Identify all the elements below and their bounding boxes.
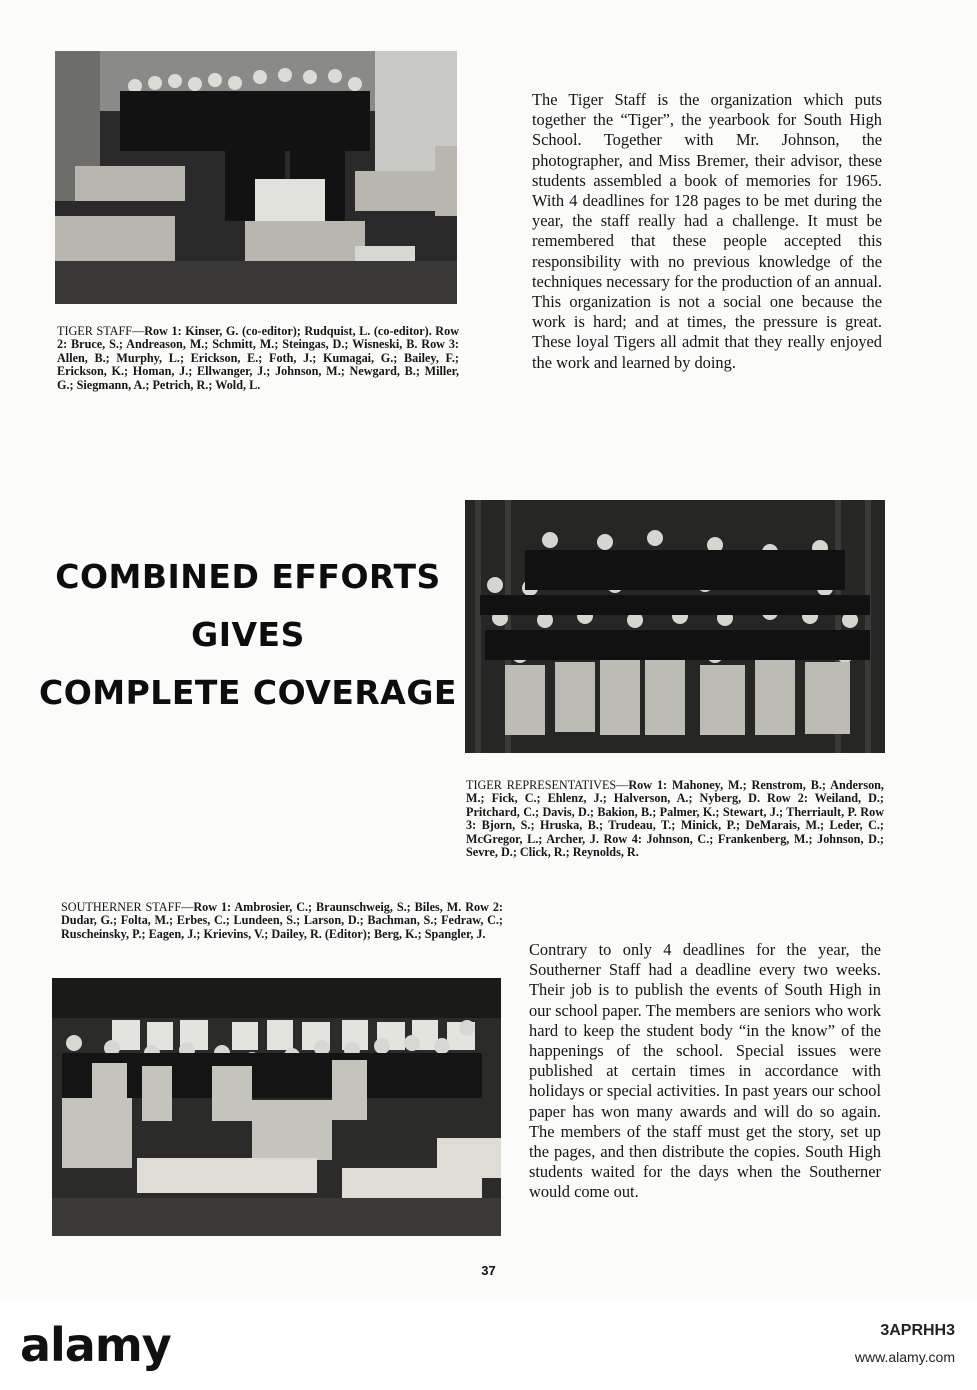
tiger-staff-photo xyxy=(55,51,457,304)
alamy-logo[interactable]: alamy xyxy=(20,1318,171,1372)
page-number: 37 xyxy=(481,1263,496,1278)
headline-line-3: COMPLETE COVERAGE xyxy=(39,673,457,712)
tiger-staff-caption-lead: TIGER STAFF— xyxy=(57,324,145,338)
tiger-representatives-caption xyxy=(466,779,884,859)
southerner-staff-body-text: Contrary to only 4 deadlines for the year, the Southerner Staff had a deadline every two weeks. Their job is to publish the events of South High in our school paper. The members are seniors who work hard to keep the student body “in the know” of the happenings of the school. Special issues were published at certain times in accordance with holidays or special activities. In past years our school paper has won many awards and will do so again. The members of the staff must get the story, set up the pages, and then distribute the copies. South High students waited for the days when the Southerner would come out. xyxy=(529,940,881,1202)
headline-line-1: COMBINED EFFORTS xyxy=(55,557,441,596)
site-link[interactable]: www.alamy.com xyxy=(854,1349,955,1365)
tiger-representatives-photo-image xyxy=(465,500,885,753)
headline-line-2: GIVES xyxy=(191,615,305,654)
southerner-staff-caption-text: Row 1: Ambrosier, C.; Braunschweig, S.; Biles, M. Row 2: Dudar, G.; Folta, M.; Erbes, C.; Lundeen, S.; Larson, D.; Bachman, S.; Fedraw, C.; Ruscheinsky, P.; Eagen, J.; Krievins, V.; Dailey, R. (Editor); Berg, K.; Spangler, J. xyxy=(61,900,503,941)
tiger-representatives-caption-text: Row 1: Mahoney, M.; Renstrom, B.; Anderson, M.; Fick, C.; Ehlenz, J.; Halverson, A.; Nyberg, D. Row 2: Weiland, D.; Pritchard, C.; Davis, D.; Bakion, B.; Palmer, K.; Stewart, J.; Therriault, P. Row 3: Bjorn, S.; Hruska, B.; Trudeau, T.; Minick, P.; DeMarais, M.; Leder, C.; McGregor, L.; Archer, J. Row 4: Johnson, C.; Frankenberg, M.; Johnson, D.; Sevre, D.; Click, R.; Reynolds, R. xyxy=(466,778,884,860)
tiger-staff-body xyxy=(532,90,882,373)
tiger-representatives-caption-lead: TIGER REPRESENTATIVES— xyxy=(466,778,629,792)
tiger-representatives-photo xyxy=(465,500,885,753)
southerner-staff-caption-lead: SOUTHERNER STAFF— xyxy=(61,900,194,914)
page-headline xyxy=(28,548,468,722)
image-id: 3APRHH3 xyxy=(880,1322,955,1339)
tiger-staff-photo-image xyxy=(55,51,457,304)
tiger-staff-caption-text: Row 1: Kinser, G. (co-editor); Rudquist, L. (co-editor). Row 2: Bruce, S.; Andreason, M.; Schmitt, M.; Steingas, D.; Wisneski, B. Row 3: Allen, B.; Murphy, L.; Erickson, E.; Foth, J.; Kumagai, G.; Bailey, F.; Erickson, K.; Homan, J.; Ellwanger, J.; Johnson, M.; Newgard, B.; Miller, G.; Siegmann, A.; Petrich, R.; Wold, L. xyxy=(57,324,459,392)
tiger-staff-body-text: The Tiger Staff is the organization which puts together the “Tiger”, the yearbook for South High School. Together with Mr. Johnson, the photographer, and Miss Bremer, their advisor, these students assembled a book of memories for 1965. With 4 deadlines for 128 pages to be met during the year, the staff really had a challenge. It must be remembered that these people accepted this responsibility with no previous knowledge of the techniques necessary for the production of an annual. This organization is not a social one because the work is hard; and at times, the pressure is great. These loyal Tigers all admit that they really enjoyed the work and learned by doing. xyxy=(532,90,882,372)
stock-image-info xyxy=(855,1318,955,1370)
southerner-staff-body xyxy=(529,940,881,1203)
southerner-staff-photo-image xyxy=(52,978,501,1236)
southerner-staff-photo xyxy=(52,978,501,1236)
tiger-staff-caption xyxy=(57,325,459,392)
southerner-staff-caption xyxy=(61,901,503,941)
